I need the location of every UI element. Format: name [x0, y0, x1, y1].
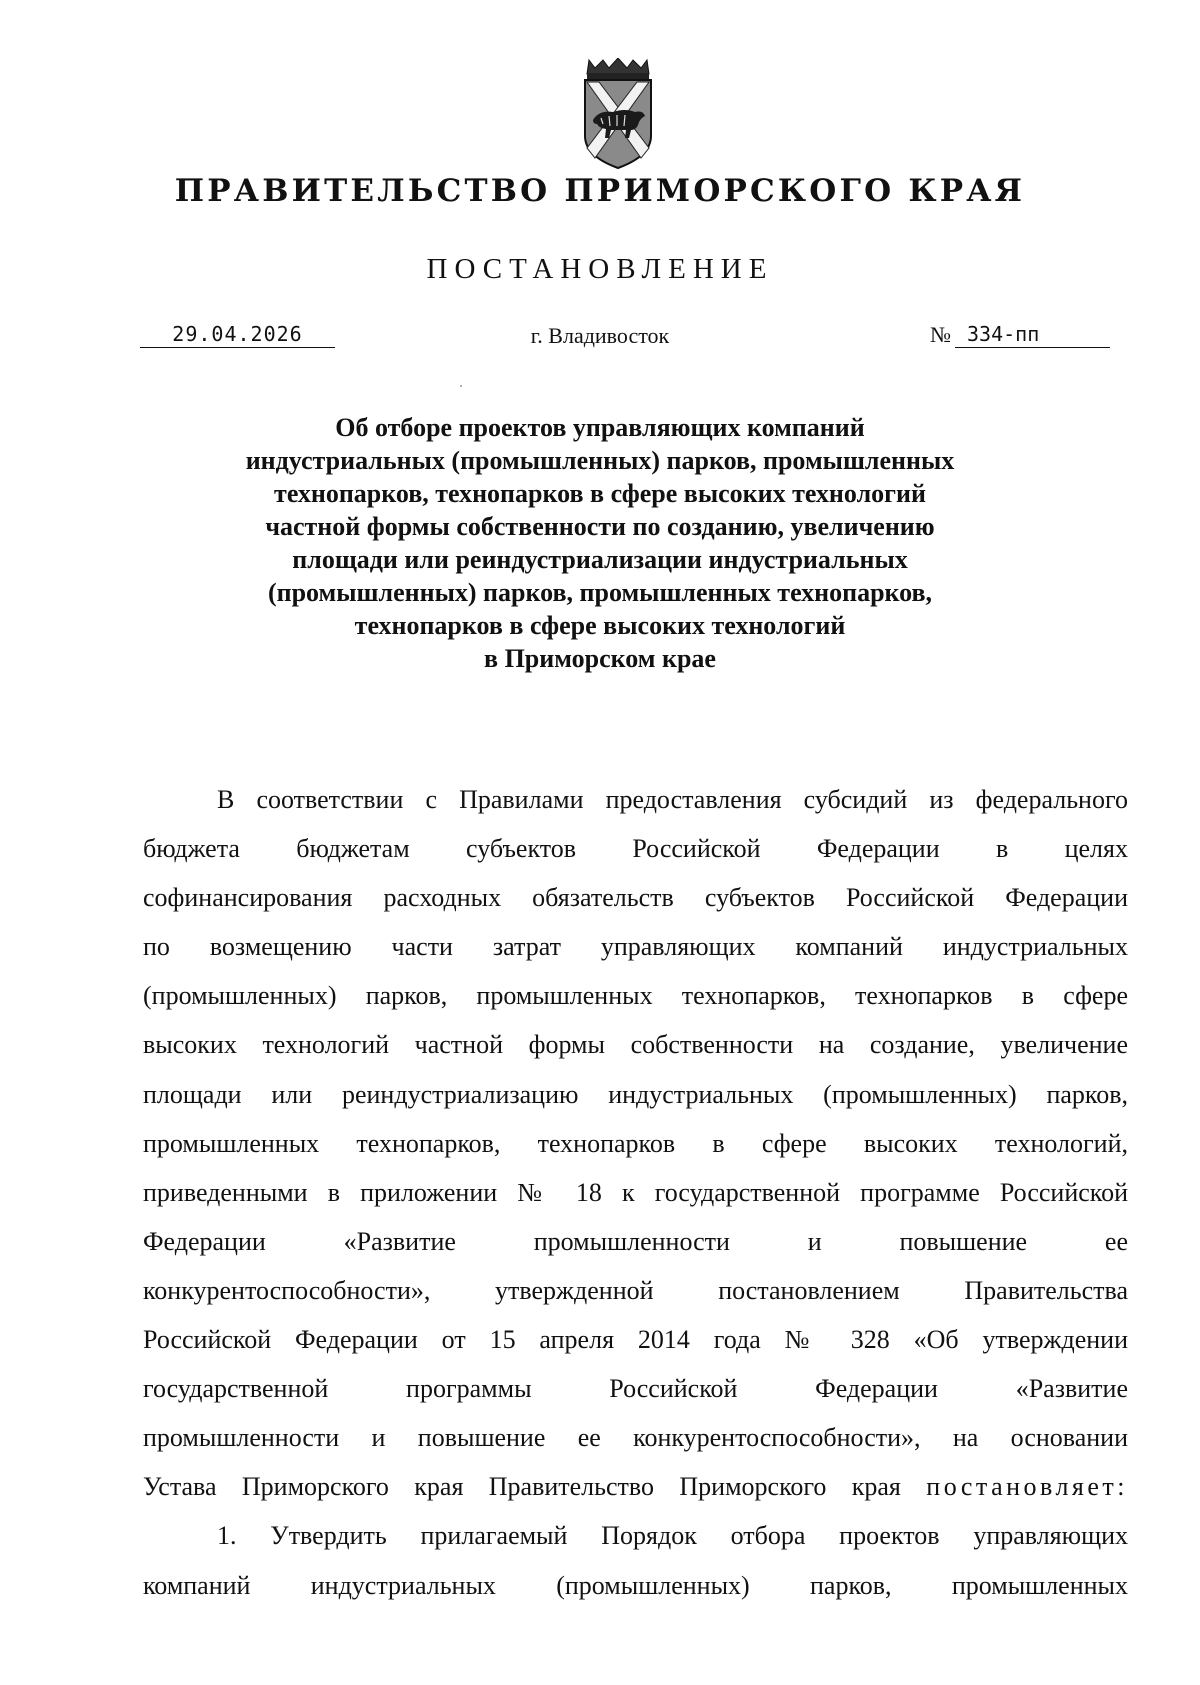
- point-1-line: 1. Утвердить прилагаемый Порядок отбора проектов управляющих: [217, 1521, 1128, 1551]
- body-line: государственной программы Российской Федерации «Развитие: [143, 1374, 1128, 1404]
- body-line: приведенными в приложении № 18 к государственной программе Российской: [143, 1177, 1128, 1207]
- document-body: [143, 775, 1128, 1610]
- resolution-keyword: постановляет:: [926, 1472, 1129, 1502]
- government-title: ПРАВИТЕЛЬСТВО ПРИМОРСКОГО КРАЯ: [174, 173, 1026, 209]
- document-number-block: [930, 322, 1110, 348]
- point-1-line: компаний индустриальных (промышленных) парков, промышленных: [143, 1570, 1128, 1600]
- resolution-prefix: Устава Приморского края Правительство Приморского края: [143, 1472, 901, 1502]
- scan-speck: [460, 385, 462, 387]
- subject-line: площади или реиндустриализации индустриальных: [292, 545, 908, 574]
- body-line: по возмещению части затрат управляющих компаний индустриальных: [143, 932, 1128, 962]
- body-line: Федерации «Развитие промышленности и повышение ее: [143, 1226, 1128, 1256]
- document-type-heading: ПОСТАНОВЛЕНИЕ: [426, 253, 774, 285]
- body-line: бюджета бюджетам субъектов Российской Федерации в целях: [143, 834, 1128, 864]
- subject-line: индустриальных (промышленных) парков, промышленных: [245, 446, 955, 475]
- document-number: 334-пп: [955, 322, 1110, 348]
- body-line: софинансирования расходных обязательств субъектов Российской Федерации: [143, 883, 1128, 913]
- subject-line: частной формы собственности по созданию, увеличению: [265, 512, 935, 541]
- body-line: (промышленных) парков, промышленных технопарков, технопарков в сфере: [143, 981, 1128, 1011]
- subject-line: (промышленных) парков, промышленных технопарков,: [267, 578, 933, 607]
- subject-line: технопарков в сфере высоких технологий: [354, 611, 846, 640]
- body-line: конкурентоспособности», утвержденной постановлением Правительства: [143, 1275, 1128, 1305]
- subject-line: Об отборе проектов управляющих компаний: [335, 413, 865, 442]
- primorsky-krai-coat-of-arms-icon: [579, 58, 657, 170]
- document-subject: [220, 411, 980, 675]
- body-line: промышленности и повышение ее конкурентоспособности», на основании: [143, 1423, 1128, 1453]
- body-line: В соответствии с Правилами предоставления субсидий из федерального: [217, 785, 1128, 814]
- body-line: площади или реиндустриализацию индустриальных (промышленных) парков,: [143, 1079, 1128, 1109]
- body-line: промышленных технопарков, технопарков в сфере высоких технологий,: [143, 1128, 1128, 1158]
- subject-line: технопарков, технопарков в сфере высоких технологий: [274, 479, 926, 508]
- body-line-resolution: [143, 1462, 1128, 1511]
- body-line: Российской Федерации от 15 апреля 2014 года № 328 «Об утверждении: [143, 1325, 1128, 1355]
- document-city: г. Владивосток: [530, 323, 670, 348]
- number-sign: №: [930, 322, 951, 347]
- body-line: высоких технологий частной формы собственности на создание, увеличение: [143, 1030, 1128, 1060]
- document-date: 29.04.2026: [140, 322, 335, 348]
- subject-line: в Приморском крае: [484, 644, 716, 673]
